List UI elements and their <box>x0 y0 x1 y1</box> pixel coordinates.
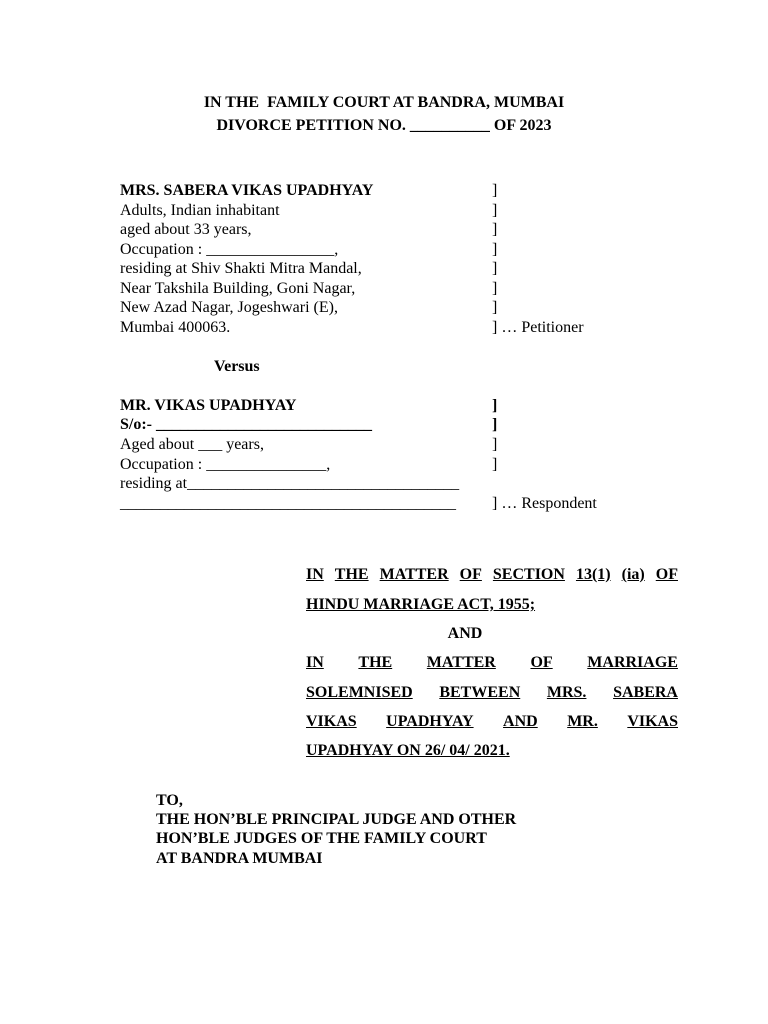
matter-word: MATTER <box>426 654 496 671</box>
petitioner-line: New Azad Nagar, Jogeshwari (E), <box>120 299 338 316</box>
petitioner-line: aged about 33 years, <box>120 221 252 238</box>
addressee-line: AT BANDRA MUMBAI <box>156 850 323 867</box>
matter-word: BETWEEN <box>439 684 521 701</box>
petitioner-line: Mumbai 400063. <box>120 319 231 336</box>
matter-word: (ia) <box>621 566 645 583</box>
addressee-line: HON’BLE JUDGES OF THE FAMILY COURT <box>156 830 487 847</box>
matter-word: SECTION <box>492 566 565 583</box>
and-label: AND <box>447 625 483 642</box>
respondent-line: residing at__________________________________ <box>120 475 460 492</box>
matter-word: UPADHYAY <box>386 713 474 730</box>
matter-word: 13(1) <box>575 566 611 583</box>
respondent-line: __________________________________________ <box>120 495 456 512</box>
respondent-role: ] … Respondent <box>492 495 597 512</box>
respondent-so: S/o:- ___________________________ <box>120 416 372 433</box>
addressee-line: THE HON’BLE PRINCIPAL JUDGE AND OTHER <box>156 811 517 828</box>
matter-word: MATTER <box>379 566 449 583</box>
matter-act-line: HINDU MARRIAGE ACT, 1955; <box>306 596 536 613</box>
bracket: ] <box>492 456 498 473</box>
bracket: ] <box>492 182 498 199</box>
matter-word: OF <box>655 566 678 583</box>
petitioner-line: Adults, Indian inhabitant <box>120 202 280 219</box>
bracket: ] <box>492 280 498 297</box>
respondent-line: Aged about ___ years, <box>120 436 264 453</box>
matter-parties-line <box>306 712 678 731</box>
matter-word: VIKAS <box>627 713 678 730</box>
versus-label: Versus <box>214 358 260 375</box>
bracket: ] <box>492 436 498 453</box>
petitioner-line: residing at Shiv Shakti Mitra Mandal, <box>120 260 362 277</box>
bracket: ] <box>492 221 498 238</box>
matter-word: VIKAS <box>306 713 357 730</box>
petitioner-line: Occupation : ________________, <box>120 241 339 258</box>
bracket: ] <box>492 397 498 414</box>
matter-word: IN <box>306 566 324 583</box>
petitioner-role: ] … Petitioner <box>492 319 584 336</box>
bracket: ] <box>492 416 498 433</box>
respondent-name: MR. VIKAS UPADHYAY <box>120 397 297 414</box>
bracket: ] <box>492 299 498 316</box>
matter-word: OF <box>459 566 482 583</box>
matter-word: MR. <box>567 713 598 730</box>
matter-word: OF <box>530 654 553 671</box>
petitioner-name: MRS. SABERA VIKAS UPADHYAY <box>120 182 374 199</box>
petitioner-line: Near Takshila Building, Goni Nagar, <box>120 280 356 297</box>
court-title: IN THE FAMILY COURT AT BANDRA, MUMBAI <box>203 94 565 111</box>
bracket: ] <box>492 260 498 277</box>
matter-section-line <box>306 565 678 584</box>
matter-word: MARRIAGE <box>587 654 678 671</box>
bracket: ] <box>492 241 498 258</box>
matter-word: SOLEMNISED <box>306 684 413 701</box>
petition-number: DIVORCE PETITION NO. __________ OF 2023 <box>216 117 552 134</box>
matter-word: MRS. <box>546 684 587 701</box>
bracket: ] <box>492 202 498 219</box>
matter-word: SABERA <box>613 684 678 701</box>
respondent-line: Occupation : _______________, <box>120 456 331 473</box>
matter-marriage-line <box>306 653 678 672</box>
matter-solemnised-line <box>306 683 678 702</box>
matter-word: AND <box>503 713 538 730</box>
matter-word: THE <box>334 566 369 583</box>
addressee-to: TO, <box>156 792 183 809</box>
matter-date-line: UPADHYAY ON 26/ 04/ 2021. <box>306 742 510 759</box>
matter-word: THE <box>358 654 393 671</box>
matter-word: IN <box>306 654 324 671</box>
